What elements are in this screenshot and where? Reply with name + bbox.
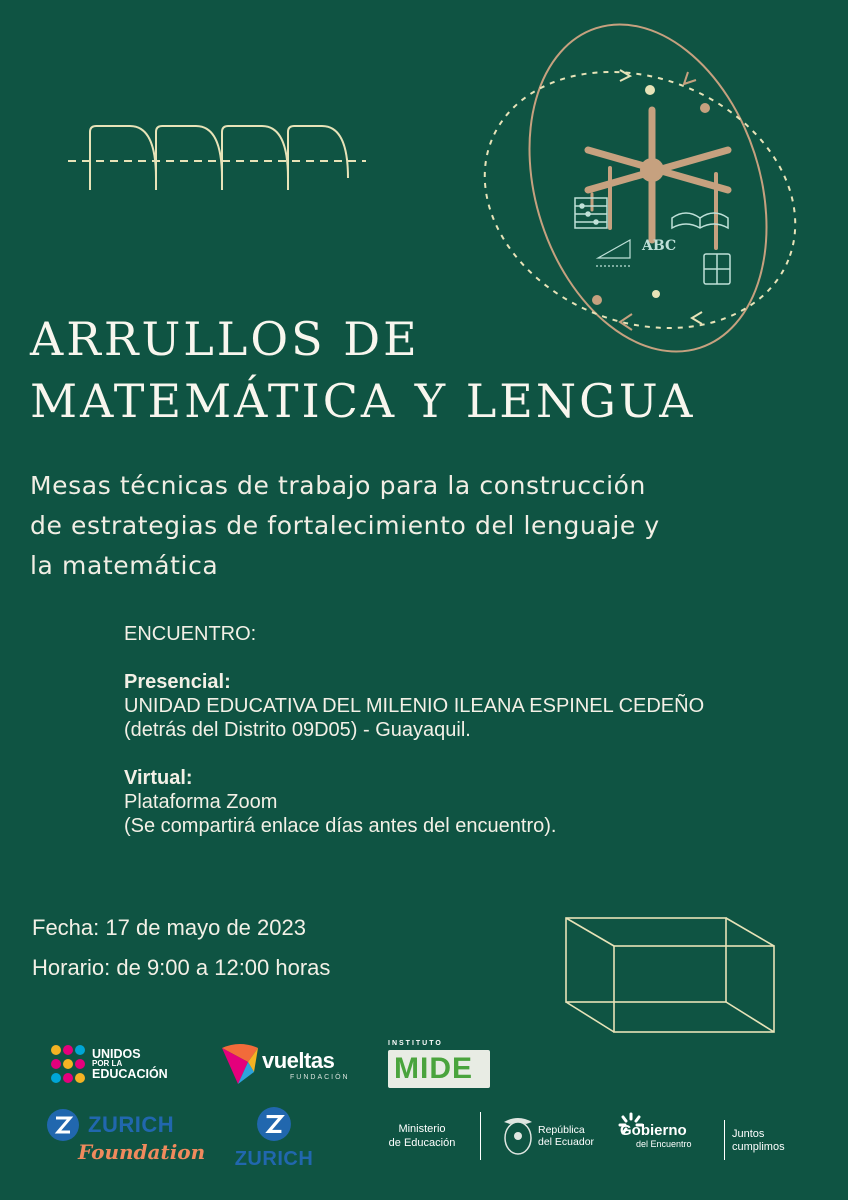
zurich-logo	[224, 1104, 324, 1170]
horario-text: Horario: de 9:00 a 12:00 horas	[32, 955, 331, 980]
arches-decoration	[60, 118, 370, 198]
event-heading: ENCUENTRO:	[124, 623, 257, 645]
gobierno-text-1: Gobierno	[620, 1122, 687, 1139]
virtual-note: (Se compartirá enlace días antes del encuentro).	[124, 815, 557, 837]
vueltas-swirl-icon	[218, 1038, 262, 1088]
orbit-dot	[592, 295, 602, 305]
poster-subtitle	[30, 466, 820, 586]
unidos-dots-icon	[48, 1042, 88, 1086]
trigonometry-icon	[596, 240, 630, 266]
poster-title	[30, 308, 810, 432]
zurich-foundation-logo	[42, 1108, 206, 1168]
box-decoration	[560, 912, 780, 1036]
abc-label: ABC	[642, 238, 677, 254]
presencial-location: (detrás del Distrito 09D05) - Guayaquil.	[124, 719, 471, 741]
zurich-name: ZURICH	[234, 1148, 314, 1170]
book-icon	[672, 213, 728, 228]
orbit-dot	[645, 85, 655, 95]
zurich-foundation-sub: Foundation	[78, 1140, 206, 1164]
republica-ecuador-logo	[498, 1112, 608, 1162]
calculator-icon	[704, 254, 730, 284]
republica-text-1: República	[538, 1124, 585, 1136]
vueltas-name: vueltas	[262, 1048, 335, 1073]
vueltas-sub: FUNDACIÓN	[290, 1074, 350, 1081]
divider	[480, 1112, 481, 1160]
ministerio-text-1: Ministerio	[398, 1123, 446, 1135]
zurich-z-icon	[46, 1108, 80, 1142]
mide-word: MIDE	[394, 1052, 473, 1085]
subtitle-line-3: la matemática	[30, 551, 219, 580]
juntos-text-1: Juntos	[732, 1128, 765, 1140]
zurich-z-icon	[256, 1106, 292, 1142]
subtitle-line-1: Mesas técnicas de trabajo para la construcción	[30, 471, 646, 500]
ministerio-text-2: de Educación	[388, 1137, 456, 1149]
virtual-platform: Plataforma Zoom	[124, 791, 278, 813]
presencial-venue: UNIDAD EDUCATIVA DEL MILENIO ILEANA ESPINEL CEDEÑO	[124, 695, 705, 717]
unidos-por-la-educacion-logo	[48, 1042, 188, 1086]
coat-of-arms-icon	[498, 1112, 538, 1160]
unidos-text-3: EDUCACIÓN	[92, 1067, 168, 1081]
ministerio-educacion-logo	[372, 1122, 472, 1150]
arrow-icon	[620, 70, 630, 81]
republica-text-2: del Ecuador	[538, 1136, 595, 1148]
orbit-dot	[652, 290, 660, 298]
event-details	[124, 622, 824, 838]
subtitle-line-2: de estrategias de fortalecimiento del lenguaje y	[30, 511, 660, 540]
orbit-dot	[700, 103, 710, 113]
zurich-foundation-name: ZURICH	[88, 1112, 175, 1137]
title-line-2: MATEMÁTICA Y LENGUA	[30, 374, 696, 428]
arrow-icon	[684, 72, 696, 84]
date-time	[32, 908, 512, 988]
fecha-text: Fecha: 17 de mayo de 2023	[32, 915, 306, 940]
presencial-label: Presencial:	[124, 671, 231, 693]
unidos-text-2: POR LA	[92, 1059, 123, 1068]
gobierno-text-2: del Encuentro	[636, 1139, 692, 1149]
mide-instituto: INSTITUTO	[388, 1040, 443, 1047]
gobierno-encuentro-logo	[618, 1108, 808, 1164]
instituto-mide-logo	[388, 1040, 492, 1090]
unidos-text-1: UNIDOS	[92, 1047, 141, 1061]
juntos-text-2: cumplimos	[732, 1141, 785, 1153]
title-line-1: ARRULLOS DE	[30, 312, 420, 366]
vueltas-fundacion-logo	[218, 1038, 358, 1088]
virtual-label: Virtual:	[124, 767, 193, 789]
